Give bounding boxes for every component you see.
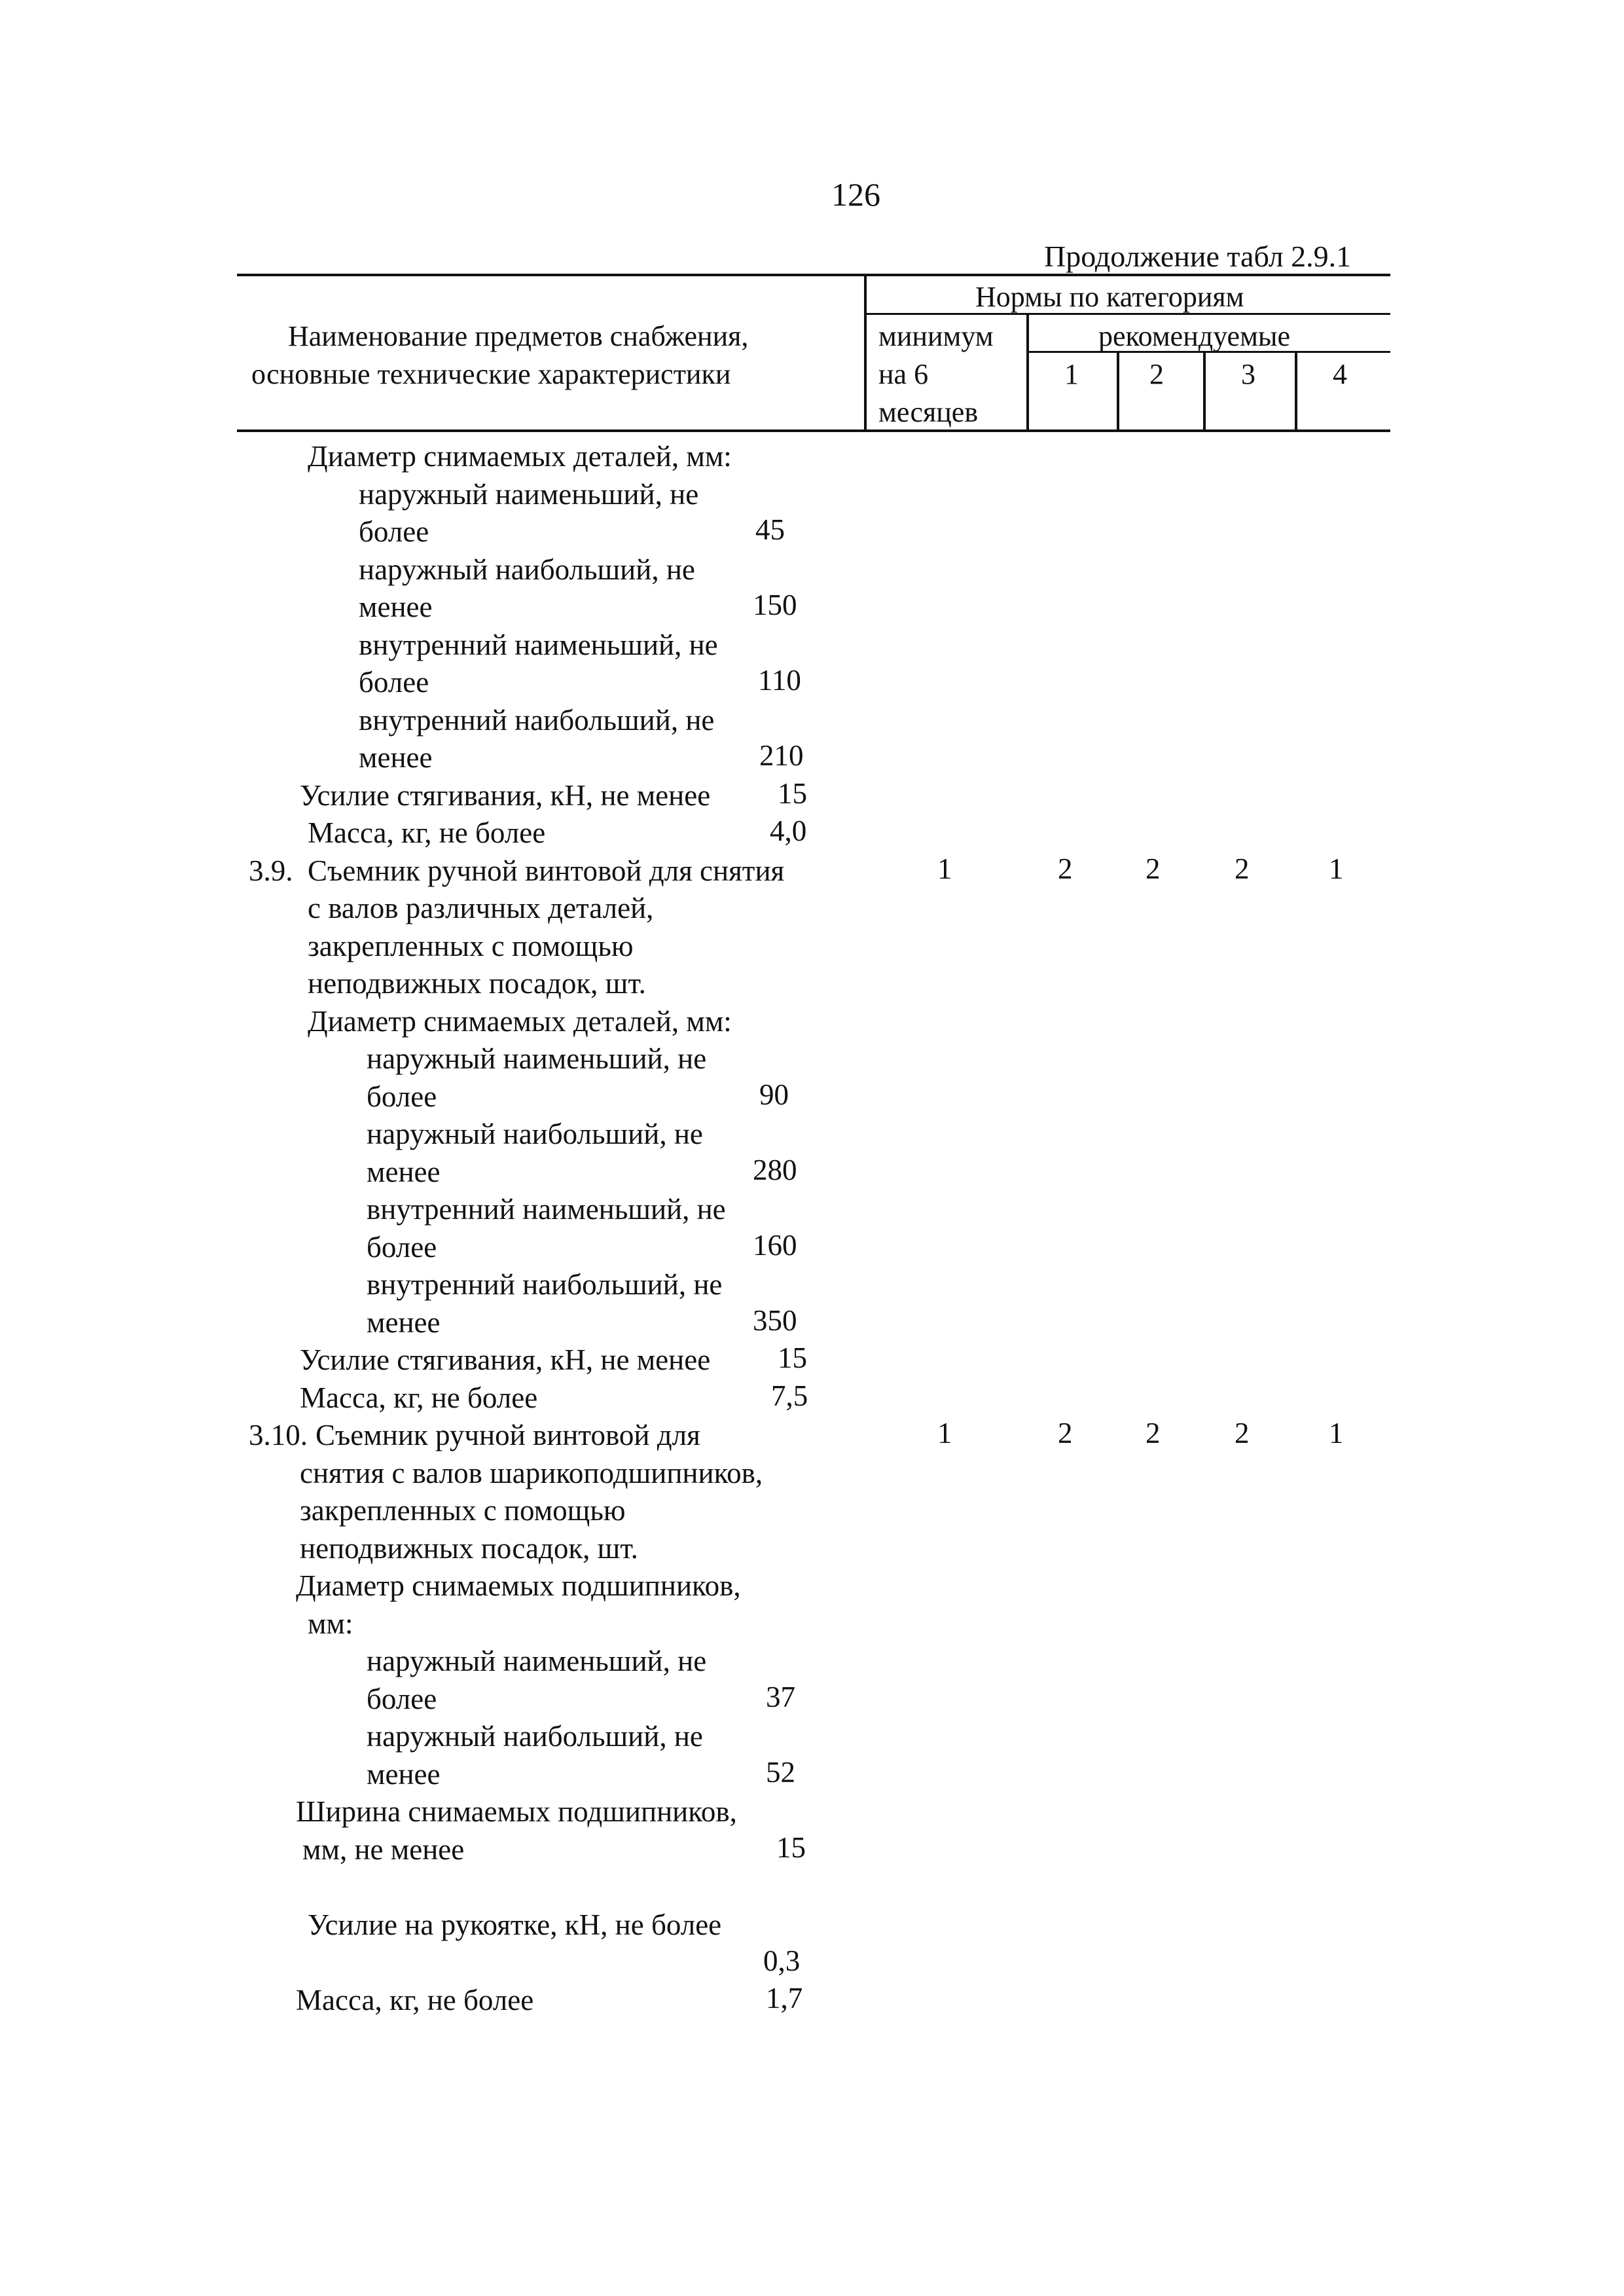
item310-l4: неподвижных посадок, шт.: [300, 1532, 638, 1565]
header-cat-1: 1: [1064, 358, 1079, 390]
item39-mass-value: 7,5: [771, 1379, 808, 1412]
item39-d2: более: [367, 1080, 437, 1113]
table-top-rule: [237, 274, 1390, 276]
b1-l8: менее: [359, 741, 433, 774]
header-norms: Нормы по категориям: [975, 281, 1244, 313]
item310-handle-force: Усилие на рукоятке, кН, не более: [308, 1908, 722, 1941]
header-recommended: рекомендуемые: [1098, 320, 1291, 352]
item39-d3: наружный наибольший, не: [367, 1118, 703, 1150]
header-min-line2: на 6: [878, 358, 929, 390]
item39-mass: Масса, кг, не более: [300, 1381, 538, 1414]
item39-d6: более: [367, 1231, 437, 1264]
item39-v2: 90: [759, 1078, 789, 1111]
b1-v8: 210: [759, 739, 804, 772]
b1-l5: внутренний наименьший, не: [359, 629, 718, 661]
item39-v4: 280: [753, 1154, 797, 1186]
table-continuation-label: Продолжение табл 2.9.1: [1044, 240, 1352, 273]
item39-number: 3.9.: [249, 854, 293, 887]
item310-diam-unit: мм:: [308, 1607, 353, 1640]
item39-l4: неподвижных посадок, шт.: [308, 967, 646, 1000]
page-number: 126: [831, 176, 880, 213]
b1-l1: наружный наименьший, не: [359, 478, 699, 511]
item310-d2: более: [367, 1683, 437, 1715]
item310-v4: 52: [766, 1756, 795, 1789]
b1-mass-value: 4,0: [770, 814, 807, 847]
b1-v2: 45: [755, 513, 785, 546]
b1-l7: внутренний наибольший, не: [359, 704, 715, 737]
header-min-line3: месяцев: [878, 396, 979, 428]
header-cat-4: 4: [1333, 358, 1347, 390]
item39-v8: 350: [753, 1304, 797, 1337]
b1-l2: более: [359, 515, 429, 548]
cat2-divider: [1203, 351, 1206, 431]
cat3-divider: [1295, 351, 1297, 431]
item39-cat2: 2: [1146, 852, 1161, 885]
min-column-divider: [1026, 313, 1029, 431]
item39-diam-title: Диаметр снимаемых деталей, мм:: [308, 1005, 732, 1038]
b1-v4: 150: [753, 589, 797, 621]
name-column-divider: [864, 274, 867, 431]
item39-d4: менее: [367, 1156, 441, 1188]
item310-number: 3.10.: [249, 1419, 308, 1451]
b1-force: Усилие стягивания, кН, не менее: [300, 779, 711, 812]
item39-d7: внутренний наибольший, не: [367, 1268, 723, 1301]
item39-force-value: 15: [778, 1341, 807, 1374]
header-name-line1: Наименование предметов снабжения,: [288, 320, 749, 352]
item39-cat4: 1: [1329, 852, 1344, 885]
item310-width-line1: Ширина снимаемых подшипников,: [296, 1795, 737, 1828]
item310-d3: наружный наибольший, не: [367, 1720, 703, 1753]
b1-force-value: 15: [778, 777, 807, 810]
item39-cat1: 2: [1058, 852, 1073, 885]
item310-cat1: 2: [1058, 1417, 1073, 1449]
item39-l2: с валов различных деталей,: [308, 892, 654, 924]
item310-l2: снятия с валов шарикоподшипников,: [300, 1457, 763, 1489]
item310-width-value: 15: [776, 1831, 806, 1864]
item310-min: 1: [937, 1417, 952, 1449]
b1-diam-title: Диаметр снимаемых деталей, мм:: [308, 440, 732, 473]
b1-l6: более: [359, 666, 429, 699]
item310-l3: закрепленных с помощью: [300, 1494, 626, 1527]
header-name-line2: основные технические характеристики: [251, 358, 731, 390]
header-min-line1: минимум: [878, 320, 994, 352]
b1-mass: Масса, кг, не более: [308, 816, 546, 849]
item310-l1: Съемник ручной винтовой для: [316, 1419, 700, 1451]
header-cat-3: 3: [1241, 358, 1255, 390]
item310-width-line2: мм, не менее: [302, 1833, 465, 1866]
item39-d8: менее: [367, 1306, 441, 1339]
item39-cat3: 2: [1235, 852, 1250, 885]
item39-min: 1: [937, 852, 952, 885]
item39-l3: закрепленных с помощью: [308, 930, 634, 962]
item310-diam-title: Диаметр снимаемых подшипников,: [296, 1569, 741, 1602]
item39-d1: наружный наименьший, не: [367, 1042, 707, 1075]
item310-v2: 37: [766, 1681, 795, 1713]
item39-v6: 160: [753, 1229, 797, 1262]
header-cat-2: 2: [1149, 358, 1164, 390]
item310-cat4: 1: [1329, 1417, 1344, 1449]
b1-l4: менее: [359, 591, 433, 623]
b1-v6: 110: [758, 664, 801, 697]
item310-cat3: 2: [1235, 1417, 1250, 1449]
item310-mass: Масса, кг, не более: [296, 1984, 534, 2016]
item310-d4: менее: [367, 1758, 441, 1791]
item310-mass-value: 1,7: [766, 1982, 803, 2014]
item39-force: Усилие стягивания, кН, не менее: [300, 1343, 711, 1376]
item39-l1: Съемник ручной винтовой для снятия: [308, 854, 785, 887]
cat1-divider: [1117, 351, 1119, 431]
item310-cat2: 2: [1146, 1417, 1161, 1449]
item310-handle-value: 0,3: [763, 1944, 801, 1977]
table-header-bottom-rule: [237, 429, 1390, 432]
item39-d5: внутренний наименьший, не: [367, 1193, 726, 1226]
item310-d1: наружный наименьший, не: [367, 1645, 707, 1677]
b1-l3: наружный наибольший, не: [359, 553, 695, 586]
